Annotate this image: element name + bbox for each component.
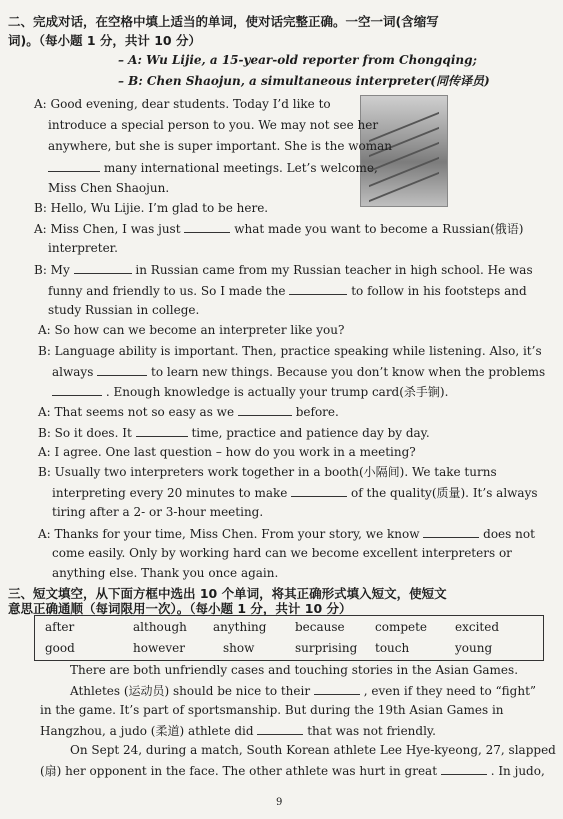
dialog-line: interpreter. [48, 241, 118, 255]
word-option: anything [213, 620, 267, 634]
dialog-line: A: Miss Chen, I was just what made you want to become a Russian(俄语) [34, 222, 524, 236]
dialog-line: funny and friendly to us. So I made the to follow in his footsteps and [48, 284, 527, 298]
section2-heading-line1: 二、完成对话，在空格中填上适当的单词，使对话完整正确。一空一词(含缩写 [8, 14, 439, 29]
word-option: show [223, 641, 255, 655]
dialog-line: tiring after a 2- or 3-hour meeting. [52, 505, 264, 519]
word-box [34, 615, 544, 661]
dialog-line: come easily. Only by working hard can we become excellent interpreters or [52, 546, 512, 560]
passage-blank-2[interactable] [257, 723, 303, 735]
dialog-line: A: I agree. One last question – how do you work in a meeting? [38, 445, 416, 459]
answer-blank-6[interactable] [52, 384, 102, 396]
dialog-line: anything else. Thank you once again. [52, 566, 279, 580]
page-number: 9 [276, 797, 283, 808]
word-option: good [45, 641, 75, 655]
dialog-line: A: Good evening, dear students. Today I’d like to [34, 97, 331, 111]
answer-blank-1[interactable] [48, 160, 100, 172]
word-option: however [133, 641, 185, 655]
passage-blank-3[interactable] [441, 763, 487, 775]
section3-heading-line2: 意思正确通顺（每词限用一次）。（每小题 1 分，共计 10 分） [8, 601, 352, 616]
word-option: surprising [295, 641, 358, 655]
section2-heading-line2: 词)。（每小题 1 分，共计 10 分） [8, 33, 201, 48]
dialog-line: anywhere, but she is super important. She is the woman [48, 139, 393, 153]
passage-line: in the game. It’s part of sportsmanship. But during the 19th Asian Games in [40, 703, 504, 717]
passage-blank-1[interactable] [314, 683, 360, 695]
dialog-line: A: That seems not so easy as we before. [38, 405, 339, 419]
passage-line: Athletes (运动员) should be nice to their , even if they need to “fight” [70, 684, 537, 698]
answer-blank-4[interactable] [289, 283, 347, 295]
word-option: young [455, 641, 493, 655]
answer-blank-5[interactable] [97, 364, 147, 376]
section3-heading-line1: 三、短文填空，从下面方框中选出 10 个单词，将其正确形式填入短文，使短文 [8, 586, 447, 601]
dialog-line: B: Hello, Wu Lijie. I’m glad to be here. [34, 201, 269, 215]
answer-blank-9[interactable] [291, 485, 347, 497]
dialog-line: study Russian in college. [48, 303, 200, 317]
answer-blank-8[interactable] [136, 425, 188, 437]
dialog-line: always to learn new things. Because you don’t know when the problems [52, 365, 546, 379]
dialog-line: introduce a special person to you. We may not see her [48, 118, 379, 132]
dialog-line: interpreting every 20 minutes to make of the quality(质量). It’s always [52, 486, 538, 500]
passage-line: (扇) her opponent in the face. The other athlete was hurt in great . In judo, [40, 764, 545, 778]
dialog-line: B: Language ability is important. Then, practice speaking while listening. Also, it’s [38, 344, 542, 358]
answer-blank-7[interactable] [238, 404, 292, 416]
role-a: – A: Wu Lijie, a 15-year-old reporter from Chongqing; [118, 53, 477, 67]
dialog-line: many international meetings. Let’s welcome, [48, 160, 378, 176]
dialog-line: Miss Chen Shaojun. [48, 181, 170, 195]
role-b: – B: Chen Shaojun, a simultaneous interpreter(同传译员) [118, 74, 490, 88]
dialog-line: B: My in Russian came from my Russian teacher in high school. He was [34, 263, 533, 277]
word-option: after [45, 620, 75, 634]
dialog-line: . Enough knowledge is actually your trump card(杀手锏). [52, 384, 448, 400]
word-option: excited [455, 620, 500, 634]
dialog-line: B: Usually two interpreters work together in a booth(小隔间). We take turns [38, 465, 497, 479]
answer-blank-3[interactable] [74, 262, 132, 274]
passage-line: Hangzhou, a judo (柔道) athlete did that was not friendly. [40, 724, 436, 738]
word-option: compete [375, 620, 428, 634]
answer-blank-2[interactable] [184, 221, 230, 233]
word-option: touch [375, 641, 410, 655]
passage-line: There are both unfriendly cases and touching stories in the Asian Games. [70, 663, 519, 677]
dialog-line: A: Thanks for your time, Miss Chen. From your story, we know does not [38, 527, 535, 541]
passage-line: On Sept 24, during a match, South Korean athlete Lee Hye-kyeong, 27, slapped [70, 743, 556, 757]
word-option: although [133, 620, 187, 634]
dialog-line: A: So how can we become an interpreter like you? [38, 323, 345, 337]
dialog-line: B: So it does. It time, practice and patience day by day. [38, 426, 430, 440]
answer-blank-10[interactable] [423, 526, 479, 538]
word-option: because [295, 620, 345, 634]
